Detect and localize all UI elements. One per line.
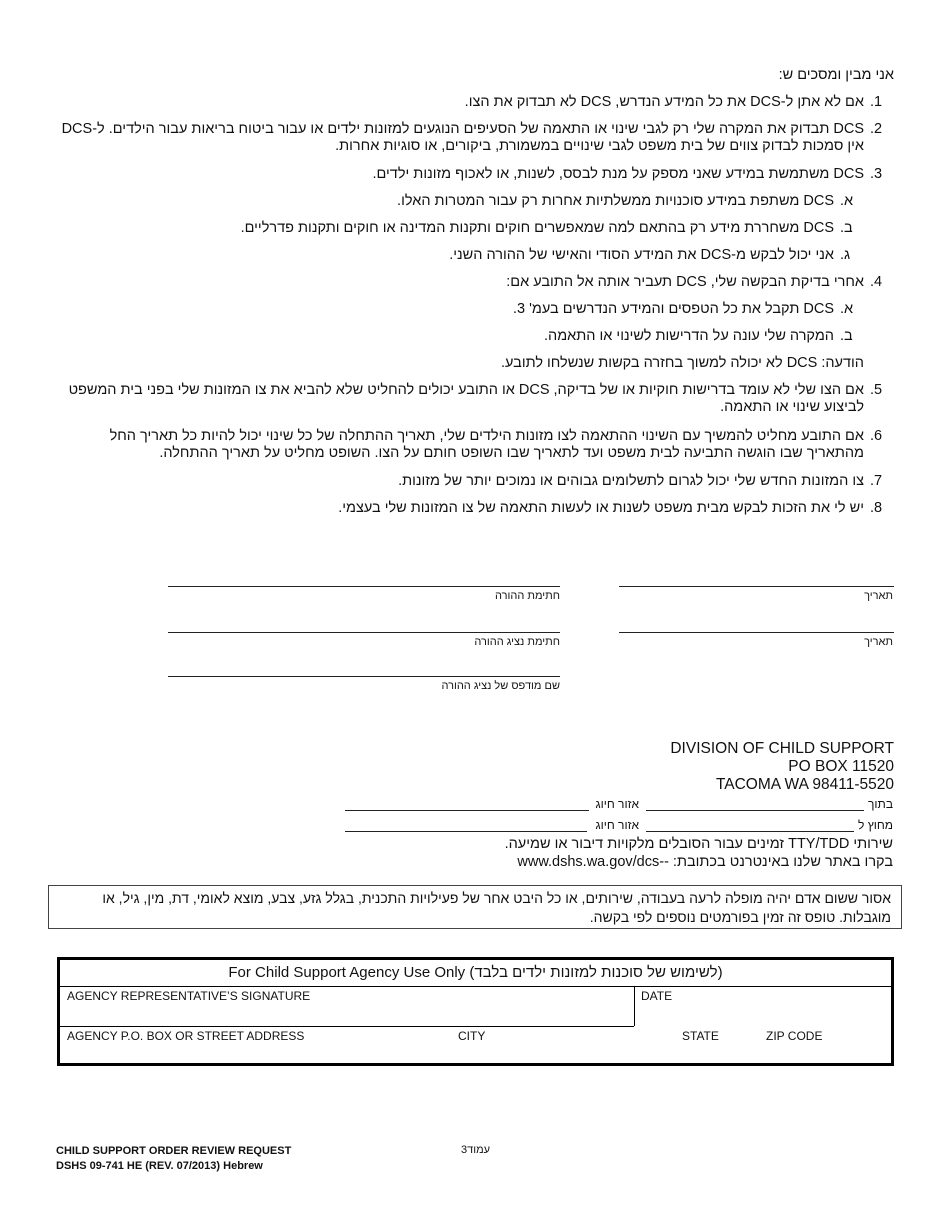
nondiscrimination-notice: אסור ששום אדם יהיה מופלה לרעה בעבודה, שירותים, או כל היבט אחר של פעילויות התכנית, בגלל גזע, צבע, מוצא לאומי, דת, מין, גיל, או מוגבלות. טופס זה זמין בפורמטים נוספים לפי בקשה.: [48, 885, 902, 929]
item-text: הודעה: DCS לא יכולה למשוך בחזרה בקשות שנשלחו לתובע.: [500, 355, 864, 371]
sub-list-item: [54, 328, 894, 345]
agency-use-box: [57, 957, 894, 1066]
item-text: המקרה שלי עונה על הדרישות לשינוי או התאמה.: [544, 328, 834, 344]
parent-signature-line[interactable]: [168, 586, 560, 587]
date-label-2: תאריך: [864, 636, 893, 648]
rep-name-label: שם מודפס של נציג ההורה: [441, 680, 560, 692]
item-text: DCS משחררת מידע רק בהתאם למה שמאפשרים חוקים ותקנות המדינה או חוקים ותקנות פדרליים.: [240, 220, 834, 236]
website-text: בקרו באתר שלנו באינטרנט בכתובת: --www.dshs.wa.gov/dcs: [517, 854, 893, 870]
item-number: ב.: [840, 220, 853, 236]
item-text: אחרי בדיקת הבקשה שלי, DCS תעביר אותה אל התובע אם:: [506, 274, 864, 290]
agency-city-field[interactable]: CITY: [458, 1029, 486, 1043]
parent-signature-label: חתימת ההורה: [494, 590, 560, 602]
item-text: אם לא אתן ל-DCS את כל המידע הנדרש, DCS לא תבדוק את הצו.: [464, 94, 864, 110]
item-text: אם התובע מחליט להמשיך עם השינוי ההתאמה לצו מזונות הילדים שלי, תאריך ההתחלה של כל שינוי יכול להיות כל תאריך החל מהתאריך שבו הוגשה התביעה לבית משפט ועד לתאריך שבו השופט חותם על הצו. השופט מחליט על תאריך ההתחלה.: [109, 428, 864, 461]
rep-signature-line[interactable]: [168, 632, 560, 633]
item-number: ג.: [840, 247, 851, 263]
item-text: יש לי את הזכות לבקש מבית משפט לשנות או לעשות התאמה של צו המזונות שלי בעצמי.: [338, 500, 864, 516]
page-number: עמוד3: [461, 1144, 491, 1156]
agency-box-row-line: [60, 1026, 634, 1027]
inside-label: בתוך: [868, 797, 893, 811]
item-text: DCS תקבל את כל הטפסים והמידע הנדרשים בעמ' 3.: [513, 301, 834, 317]
sub-list-item: [54, 193, 894, 210]
agency-zip-field[interactable]: ZIP CODE: [766, 1029, 823, 1043]
agency-rep-signature-field[interactable]: AGENCY REPRESENTATIVE’S SIGNATURE: [67, 989, 311, 1003]
date-line-1[interactable]: [619, 586, 894, 587]
item-number: 5.: [870, 382, 883, 398]
outside-phone-line[interactable]: [646, 831, 854, 832]
address-line-1: DIVISION OF CHILD SUPPORT: [670, 740, 894, 757]
item-number: א.: [840, 193, 854, 209]
item-number: 4.: [870, 274, 883, 290]
footer-form-number: DSHS 09-741 HE (REV. 07/2013) Hebrew: [56, 1160, 263, 1172]
rep-name-line[interactable]: [168, 676, 560, 677]
list-item: [54, 274, 894, 291]
date-line-2[interactable]: [619, 632, 894, 633]
item-number: 6.: [870, 428, 883, 444]
item-number: 2.: [870, 121, 883, 137]
inside-phone-line[interactable]: [646, 810, 864, 811]
area-code-label-2: אזור חיוג: [595, 818, 639, 832]
rep-signature-label: חתימת נציג ההורה: [474, 636, 560, 648]
list-item: [54, 94, 894, 111]
item-text: DCS משתפת במידע סוכנויות ממשלתיות אחרות רק עבור המטרות האלו.: [397, 193, 834, 209]
outside-label: מחוץ ל: [858, 818, 893, 832]
item-number: 3.: [870, 166, 883, 182]
sub-list-item: [54, 301, 894, 318]
list-item: [54, 382, 894, 416]
address-line-3: TACOMA WA 98411-5520: [715, 776, 894, 793]
address-line-2: PO BOX 11520: [788, 758, 894, 775]
footer-form-title: CHILD SUPPORT ORDER REVIEW REQUEST: [56, 1145, 292, 1157]
item-number: 7.: [870, 473, 883, 489]
area-code-line-1[interactable]: [345, 810, 589, 811]
sub-list-item: [54, 247, 894, 264]
sub-list-item: [54, 220, 894, 237]
date-label-1: תאריך: [864, 590, 893, 602]
item-number: 8.: [870, 500, 883, 516]
agency-address-field[interactable]: AGENCY P.O. BOX OR STREET ADDRESS: [67, 1029, 305, 1043]
item-number: א.: [840, 301, 854, 317]
item-text: אם הצו שלי לא עומד בדרישות חוקיות או של בדיקה, DCS או התובע יכולים להחליט שלא להביא את צו המזונות שלי בפני בית המשפט לביצוע שינוי או התאמה.: [68, 382, 864, 415]
agency-state-field[interactable]: STATE: [682, 1029, 719, 1043]
list-item: [54, 428, 894, 462]
area-code-line-2[interactable]: [345, 831, 587, 832]
tty-text: שירותי TTY/TDD זמינים עבור הסובלים מלקויות דיבור או שמיעה.: [504, 836, 893, 852]
list-item: [54, 166, 894, 183]
agency-box-title: For Child Support Agency Use Only (לשימוש של סוכנות למזונות ילדים בלבד): [60, 960, 891, 987]
list-item: [54, 473, 894, 490]
item-number: 1.: [870, 94, 883, 110]
agency-date-field[interactable]: DATE: [641, 989, 673, 1003]
agency-box-divider: [634, 986, 635, 1026]
intro-text: אני מבין ומסכים ש:: [778, 67, 894, 83]
area-code-label-1: אזור חיוג: [595, 797, 639, 811]
item-text: DCS משתמשת במידע שאני מספק על מנת לבסס, לשנות, או לאכוף מזונות ילדים.: [372, 166, 864, 182]
item-text: צו המזונות החדש שלי יכול לגרום לתשלומים גבוהים או נמוכים יותר של מזונות.: [398, 473, 864, 489]
item-text: DCS תבדוק את המקרה שלי רק לגבי שינוי או התאמה של הסעיפים הנוגעים למזונות ילדים או עבור ביטוח בריאות עבור הילדים. ל-DCS אין סמכות לבדוק צווים של בית משפט לגבי שינויים במשמורת, ביקורים, או סוגיות אחרות.: [61, 121, 864, 154]
list-item: [54, 355, 894, 372]
list-item: [54, 121, 894, 155]
list-item: [54, 500, 894, 517]
item-text: אני יכול לבקש מ-DCS את המידע הסודי והאישי של ההורה השני.: [449, 247, 834, 263]
item-number: ב.: [840, 328, 853, 344]
